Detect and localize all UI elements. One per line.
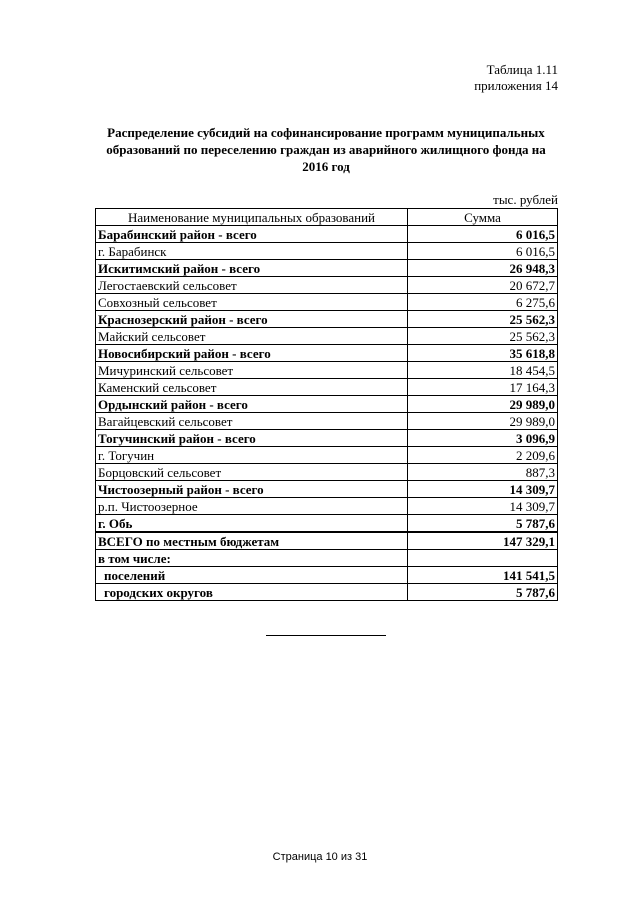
table-row	[96, 277, 558, 294]
amount-cell: 29 989,0	[408, 413, 558, 430]
municipality-name-cell: Тогучинский район - всего	[96, 430, 408, 447]
municipality-name-cell: Мичуринский сельсовет	[96, 362, 408, 379]
table-row	[96, 567, 558, 584]
amount-cell: 147 329,1	[408, 532, 558, 550]
table-row	[96, 430, 558, 447]
table-row	[96, 328, 558, 345]
table-row	[96, 584, 558, 601]
amount-cell: 35 618,8	[408, 345, 558, 362]
municipality-name-cell: Ордынский район - всего	[96, 396, 408, 413]
municipality-name-cell: Легостаевский сельсовет	[96, 277, 408, 294]
amount-cell: 5 787,6	[408, 515, 558, 533]
municipality-name-cell: Каменский сельсовет	[96, 379, 408, 396]
table-header-row	[96, 209, 558, 226]
table-row	[96, 379, 558, 396]
municipality-name-cell: Барабинский район - всего	[96, 226, 408, 243]
municipality-name-cell: г. Тогучин	[96, 447, 408, 464]
amount-cell: 17 164,3	[408, 379, 558, 396]
table-row	[96, 515, 558, 533]
municipality-name-cell: г. Барабинск	[96, 243, 408, 260]
municipality-name-cell: поселений	[96, 567, 408, 584]
table-row	[96, 464, 558, 481]
table-row	[96, 498, 558, 515]
municipality-name-cell: ВСЕГО по местным бюджетам	[96, 532, 408, 550]
municipality-name-cell: Вагайцевский сельсовет	[96, 413, 408, 430]
municipality-name-cell: Краснозерский район - всего	[96, 311, 408, 328]
amount-cell: 6 016,5	[408, 243, 558, 260]
table-reference	[474, 62, 558, 94]
appendix-number: приложения 14	[474, 78, 558, 93]
table-row	[96, 481, 558, 498]
table-row	[96, 550, 558, 567]
municipality-name-cell: Чистоозерный район - всего	[96, 481, 408, 498]
amount-cell: 14 309,7	[408, 498, 558, 515]
amount-cell: 2 209,6	[408, 447, 558, 464]
table-row	[96, 362, 558, 379]
column-header-sum: Сумма	[408, 209, 558, 226]
amount-cell: 3 096,9	[408, 430, 558, 447]
amount-cell: 5 787,6	[408, 584, 558, 601]
page-footer: Страница 10 из 31	[272, 851, 368, 863]
amount-cell: 14 309,7	[408, 481, 558, 498]
table-row	[96, 447, 558, 464]
table-row	[96, 226, 558, 243]
amount-cell: 26 948,3	[408, 260, 558, 277]
amount-cell: 25 562,3	[408, 311, 558, 328]
table-row	[96, 311, 558, 328]
column-header-name: Наименование муниципальных образований	[96, 209, 408, 226]
table-number: Таблица 1.11	[486, 62, 558, 77]
table-row	[96, 260, 558, 277]
table-row	[96, 294, 558, 311]
municipality-name-cell: Борцовский сельсовет	[96, 464, 408, 481]
municipality-name-cell: в том числе:	[96, 550, 408, 567]
municipality-name-cell: р.п. Чистоозерное	[96, 498, 408, 515]
amount-cell: 29 989,0	[408, 396, 558, 413]
table-row	[96, 396, 558, 413]
separator-line	[266, 635, 386, 636]
amount-cell	[408, 550, 558, 567]
municipality-name-cell: Искитимский район - всего	[96, 260, 408, 277]
table-row	[96, 532, 558, 550]
unit-label: тыс. рублей	[493, 192, 558, 207]
amount-cell: 6 275,6	[408, 294, 558, 311]
amount-cell: 887,3	[408, 464, 558, 481]
amount-cell: 18 454,5	[408, 362, 558, 379]
table-body	[96, 226, 558, 601]
municipality-name-cell: Совхозный сельсовет	[96, 294, 408, 311]
municipality-name-cell: городских округов	[96, 584, 408, 601]
table-row	[96, 345, 558, 362]
municipality-name-cell: Майский сельсовет	[96, 328, 408, 345]
municipality-name-cell: г. Обь	[96, 515, 408, 533]
amount-cell: 25 562,3	[408, 328, 558, 345]
amount-cell: 141 541,5	[408, 567, 558, 584]
municipality-name-cell: Новосибирский район - всего	[96, 345, 408, 362]
document-title: Распределение субсидий на софинансирование программ муниципальных образований по переселению граждан из аварийного жилищного фонда на 2016 год	[106, 125, 546, 174]
subsidy-table	[95, 208, 558, 601]
amount-cell: 20 672,7	[408, 277, 558, 294]
table-row	[96, 243, 558, 260]
amount-cell: 6 016,5	[408, 226, 558, 243]
table-row	[96, 413, 558, 430]
